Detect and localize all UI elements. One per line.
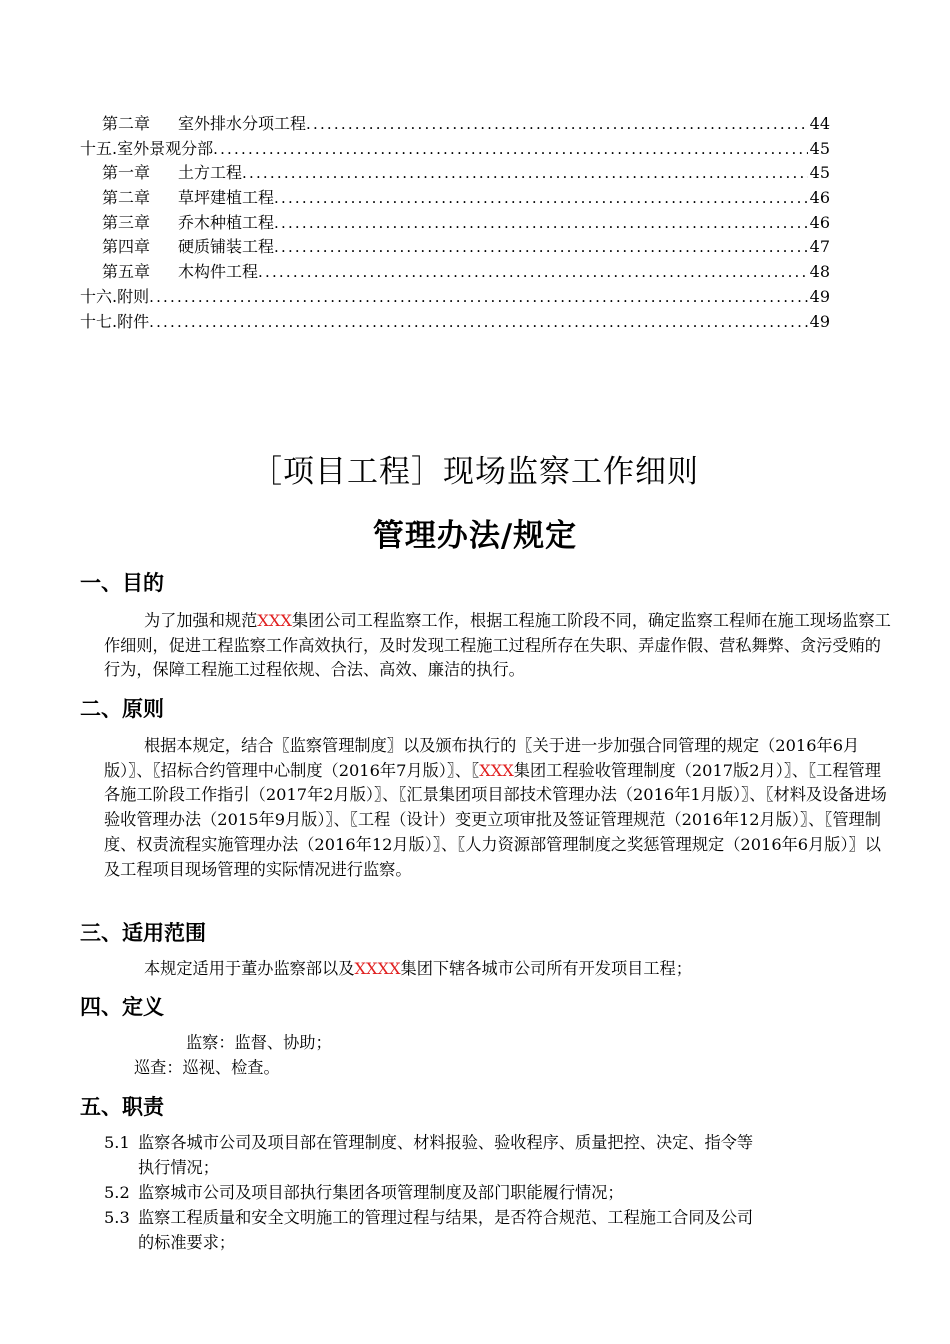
toc-page-number: 45 — [809, 163, 830, 183]
toc-entry[interactable] — [80, 235, 830, 260]
document-subtitle: 管理办法/规定 — [372, 518, 578, 554]
section-heading-scope: 三、适用范围 — [80, 921, 206, 945]
section-heading-duties: 五、职责 — [80, 1095, 164, 1119]
toc-entry-label: 第二章 草坪建植工程 — [102, 188, 275, 208]
definition-supervision: 监察：监督、协助； — [186, 1033, 332, 1052]
toc-page-number: 49 — [809, 311, 830, 331]
duty-item: 5.2 监察城市公司及项目部执行集团各项管理制度及部门职能履行情况； — [104, 1183, 624, 1202]
placeholder-company-name: XXX — [479, 760, 514, 780]
toc-page-number: 48 — [809, 262, 830, 282]
toc-page-number: 44 — [809, 114, 830, 133]
toc-entry-label: 第一章 土方工程 — [102, 163, 243, 183]
toc-leader-dots — [242, 161, 808, 186]
table-of-contents — [80, 112, 830, 334]
toc-entry[interactable] — [80, 186, 830, 211]
section-heading-definitions: 四、定义 — [80, 995, 164, 1019]
toc-entry-label: 十六.附则 — [80, 286, 150, 306]
toc-entry[interactable] — [80, 137, 830, 162]
toc-leader-dots — [306, 112, 808, 137]
section-body-purpose: 为了加强和规范XXX集团公司工程监察工作，根据工程施工阶段不同，确定监察工程师在施工现场监察工作细则，促进工程监察工作高效执行，及时发现工程施工过程所存在失职、弄虚作假、营私舞弊、贪污受贿的行为，保障工程施工过程依规、合法、高效、廉洁的执行。 — [104, 611, 891, 680]
toc-entry[interactable] — [80, 310, 830, 335]
toc-entry-label: 十七.附件 — [80, 311, 150, 331]
placeholder-company-name: XXX — [257, 611, 292, 630]
toc-entry-label: 第二章 室外排水分项工程 — [102, 114, 307, 133]
toc-page-number: 49 — [809, 286, 830, 306]
toc-entry-label: 十五.室外景观分部 — [80, 138, 214, 158]
toc-leader-dots — [274, 186, 808, 211]
toc-entry[interactable] — [80, 112, 830, 137]
toc-leader-dots — [213, 137, 808, 162]
placeholder-company-name: XXXX — [354, 959, 401, 978]
toc-leader-dots — [149, 285, 808, 310]
section-body-principles: 根据本规定，结合〖监察管理制度〗以及颁布执行的〖关于进一步加强合同管理的规定（2016年6月版）〗、〖招标合约管理中心制度（2016年7月版）〗、〖XXX集团工程验收管理制度（2017版2月）〗、〖工程管理各施工阶段工作指引（2017年2月版）〗、〖汇景集团项目部技术管理办法（2016年1月版）〗、〖材料及设备进场验收管理办法（2015年9月版）〗、〖工程（设计）变更立项审批及签证管理规范（2016年12月版）〗、〖管理制度、权责流程实施管理办法（2016年12月版）〗、〖人力资源部管理制度之奖惩管理规定（2016年6月版）〗以及工程项目现场管理的实际情况进行监察。 — [104, 736, 887, 879]
toc-entry[interactable] — [80, 285, 830, 310]
toc-page-number: 46 — [809, 212, 830, 232]
section-heading-principles: 二、原则 — [80, 697, 164, 721]
toc-leader-dots — [274, 211, 808, 236]
toc-page-number: 47 — [809, 237, 830, 257]
toc-page-number: 46 — [809, 188, 830, 208]
toc-entry-label: 第三章 乔木种植工程 — [102, 212, 275, 232]
document-title: ［项目工程］现场监察工作细则 — [251, 454, 699, 490]
toc-leader-dots — [274, 235, 808, 260]
toc-entry[interactable] — [80, 260, 830, 285]
definition-inspection: 巡查：巡视、检查。 — [134, 1058, 280, 1077]
toc-entry-label: 第四章 硬质铺装工程 — [102, 237, 275, 257]
section-heading-purpose: 一、目的 — [80, 571, 164, 595]
toc-entry[interactable] — [80, 211, 830, 236]
duty-item: 5.1 监察各城市公司及项目部在管理制度、材料报验、验收程序、质量把控、决定、指令等 执行情况； — [104, 1133, 754, 1177]
toc-leader-dots — [149, 310, 808, 335]
toc-page-number: 45 — [809, 138, 830, 158]
section-body-scope: 本规定适用于董办监察部以及XXXX集团下辖各城市公司所有开发项目工程； — [144, 959, 692, 978]
toc-entry-label: 第五章 木构件工程 — [102, 262, 259, 282]
toc-leader-dots — [258, 260, 808, 285]
toc-entry[interactable] — [80, 161, 830, 186]
duty-item: 5.3 监察工程质量和安全文明施工的管理过程与结果，是否符合规范、工程施工合同及公司 的标准要求； — [104, 1208, 754, 1252]
